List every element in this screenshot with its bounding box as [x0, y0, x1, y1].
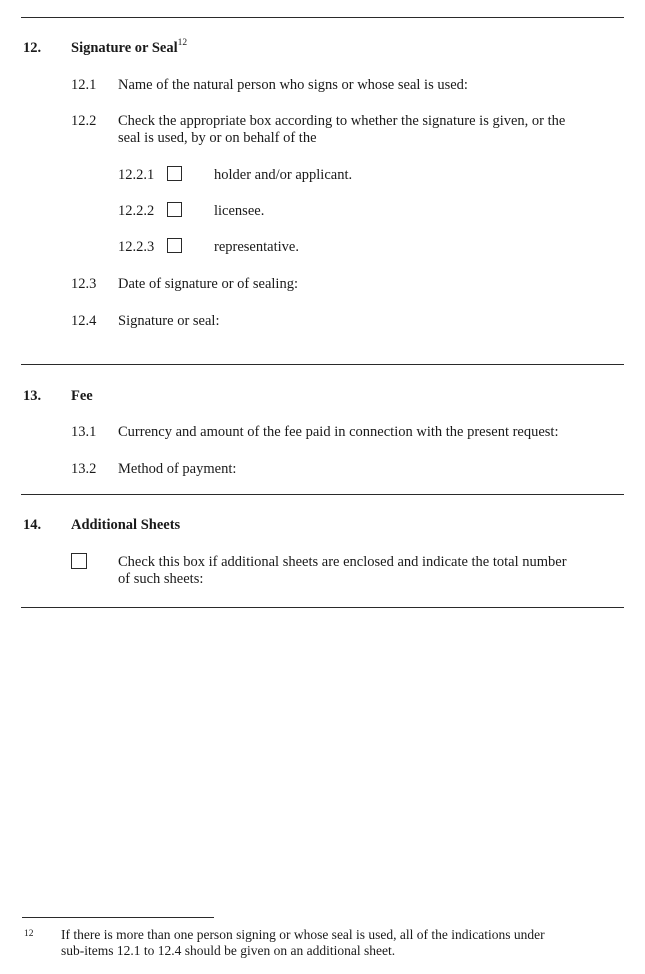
section-12-title	[71, 40, 187, 57]
footnote-text-line2: sub-items 12.1 to 12.4 should be given on an additional sheet.	[61, 943, 396, 958]
checkbox-licensee[interactable]	[167, 202, 182, 217]
checkbox-representative[interactable]	[167, 238, 182, 253]
footnote-mark: 12	[24, 929, 34, 939]
item-13-2-label: Method of payment:	[118, 461, 237, 477]
option-12-2-2-number: 12.2.2	[118, 203, 155, 219]
checkbox-holder-applicant[interactable]	[167, 166, 182, 181]
item-13-1-label: Currency and amount of the fee paid in connection with the present request:	[118, 424, 559, 440]
item-13-2-number: 13.2	[71, 461, 97, 477]
top-divider	[21, 17, 624, 18]
additional-sheets-label-line1: Check this box if additional sheets are enclosed and indicate the total number	[118, 554, 567, 570]
footnote-ref-12[interactable]: 12	[177, 38, 188, 49]
section-12-divider	[21, 364, 624, 365]
section-14-divider	[21, 607, 624, 608]
item-12-1-label: Name of the natural person who signs or whose seal is used:	[118, 77, 468, 93]
item-12-4-label: Signature or seal:	[118, 313, 220, 329]
footnote-separator	[22, 917, 214, 918]
item-13-1-number: 13.1	[71, 424, 97, 440]
item-12-1-number: 12.1	[71, 77, 97, 93]
option-12-2-2-label: licensee.	[214, 203, 265, 219]
footnote-text-line1: If there is more than one person signing or whose seal is used, all of the indications under	[61, 927, 545, 942]
item-12-2-label-line2: seal is used, by or on behalf of the	[118, 130, 317, 146]
additional-sheets-label-line2: of such sheets:	[118, 571, 204, 587]
item-12-4-number: 12.4	[71, 313, 97, 329]
section-13-divider	[21, 494, 624, 495]
item-12-3-label: Date of signature or of sealing:	[118, 276, 298, 292]
item-12-3-number: 12.3	[71, 276, 97, 292]
option-12-2-1-label: holder and/or applicant.	[214, 167, 353, 183]
option-12-2-3-number: 12.2.3	[118, 239, 155, 255]
checkbox-additional-sheets[interactable]	[71, 553, 87, 569]
section-12-title-text: Signature or Seal	[71, 40, 178, 56]
item-12-2-label-line1: Check the appropriate box according to whether the signature is given, or the	[118, 113, 566, 129]
option-12-2-1-number: 12.2.1	[118, 167, 155, 183]
section-14-number: 14.	[23, 517, 42, 533]
section-14-title: Additional Sheets	[71, 517, 181, 533]
section-12-number: 12.	[23, 40, 42, 56]
item-12-2-number: 12.2	[71, 113, 97, 129]
option-12-2-3-label: representative.	[214, 239, 299, 255]
section-13-title: Fee	[71, 388, 93, 404]
section-13-number: 13.	[23, 388, 42, 404]
